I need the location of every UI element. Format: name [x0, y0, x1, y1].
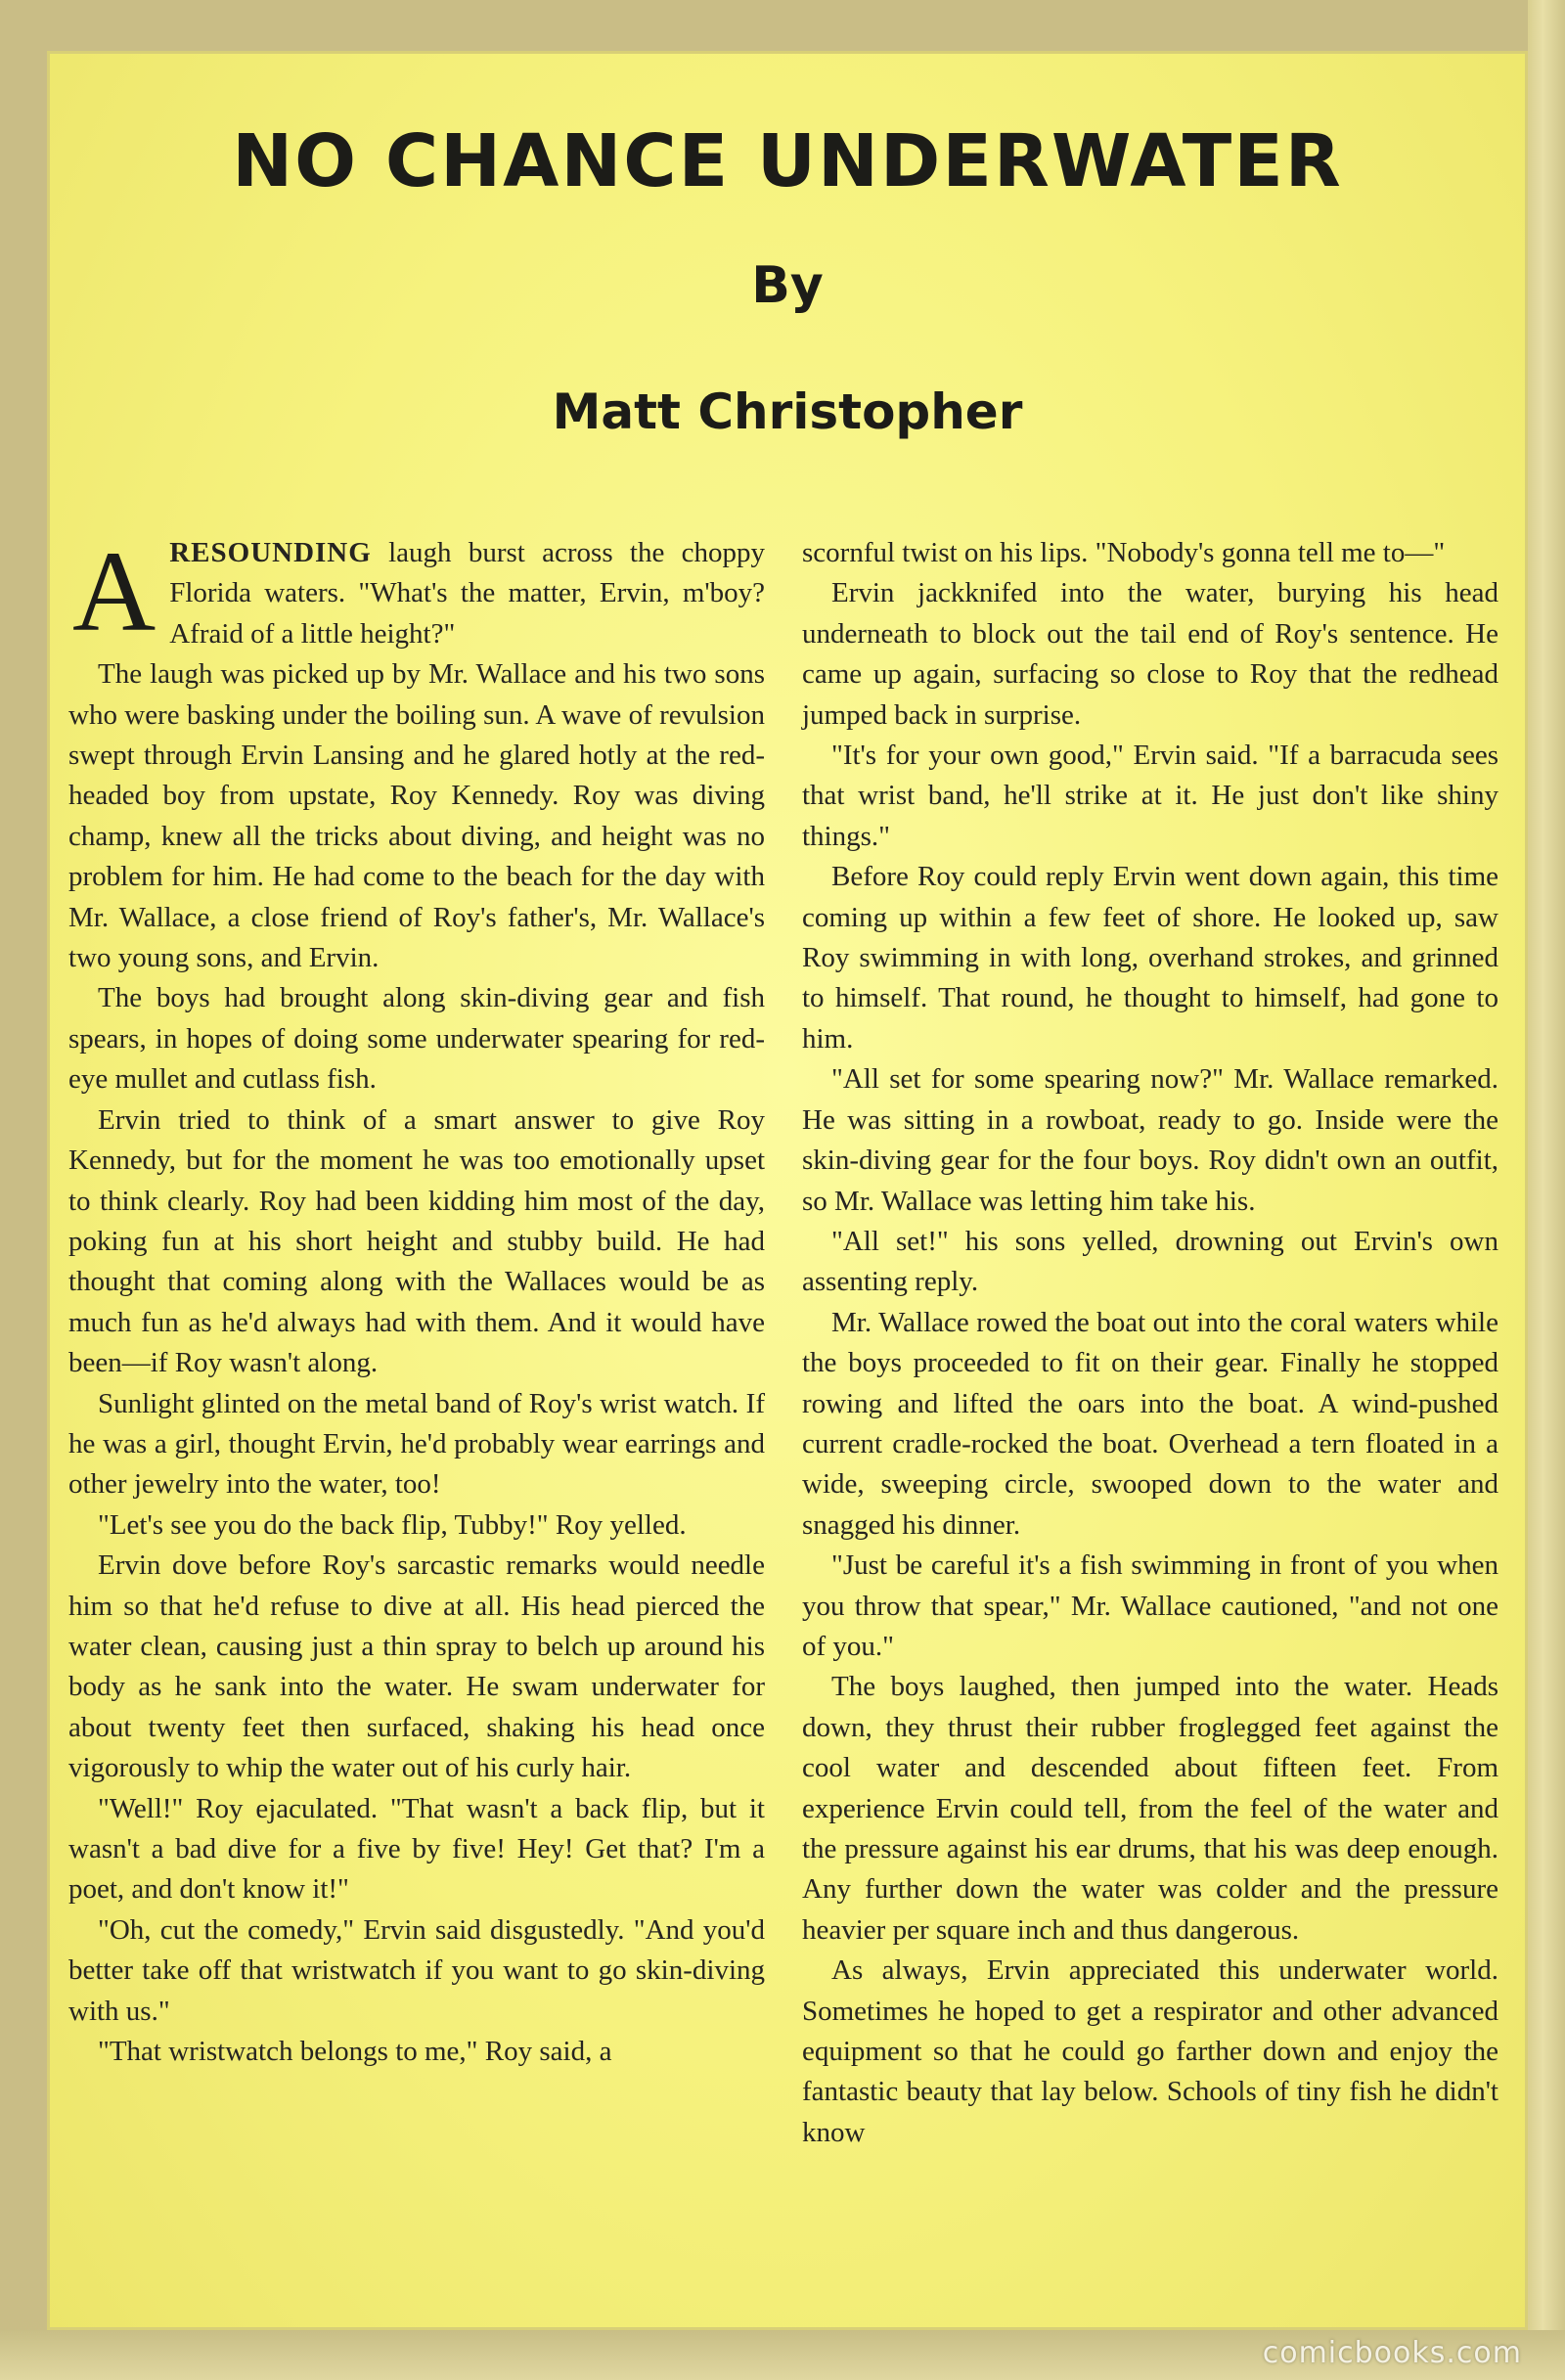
- paragraph: "Let's see you do the back flip, Tubby!" Roy yelled.: [98, 1508, 687, 1541]
- paragraph: Ervin jackknifed into the water, burying his head underneath to block out the tail end of Roy's sentence. He came up again, surfacing so close to Roy that the redhead jumped back in surprise.: [802, 577, 1498, 731]
- opening-text: laugh burst across the choppy Florida waters. "What's the matter, Ervin, m'boy? Afraid of a little height?": [169, 537, 765, 650]
- watermark: comicbooks.com: [1262, 2336, 1522, 2370]
- paragraph: The laugh was picked up by Mr. Wallace and his two sons who were basking under the boiling sun. A wave of revulsion swept through Ervin Lansing and he glared hotly at the red-headed boy from upstate, Roy Kennedy. Roy was diving champ, knew all the tricks about diving, and height was no problem for him. He had come to the beach for the day with Mr. Wallace, a close friend of Roy's father's, Mr. Wallace's two young sons, and Ervin.: [68, 658, 765, 974]
- paragraph: Sunlight glinted on the metal band of Roy's wrist watch. If he was a girl, thought Ervin, he'd probably wear earrings and other jewelry into the water, too!: [68, 1387, 765, 1501]
- paragraph: As always, Ervin appreciated this underwater world. Sometimes he hoped to get a respirator and other advanced equipment so that he could go farther down and enjoy the fantastic beauty that lay below. Schools of tiny fish he didn't know: [802, 1954, 1498, 2148]
- paragraph: Before Roy could reply Ervin went down again, this time coming up within a few feet of shore. He looked up, saw Roy swimming in with long, overhand strokes, and grinned to himself. That round, he thought to himself, had gone to him.: [802, 861, 1498, 1055]
- paragraph: Mr. Wallace rowed the boat out into the coral waters while the boys proceeded to fit on their gear. Finally he stopped rowing and lifted the oars into the boat. A wind-pushed current cradle-rocked the boat. Overhead a tern floated in a wide, sweeping circle, swooped down to the water and snagged his dinner.: [802, 1306, 1498, 1541]
- paragraph: The boys laughed, then jumped into the water. Heads down, they thrust their rubber froglegged feet against the cool water and descended about fifteen feet. From experience Ervin could tell, from the feel of the water and the pressure against his ear drums, that his was deep enough. Any further down the water was colder and the pressure heavier per square inch and thus dangerous.: [802, 1671, 1498, 1946]
- author-name: Matt Christopher: [552, 383, 1023, 440]
- left-column: [68, 527, 765, 2072]
- paragraph: "Well!" Roy ejaculated. "That wasn't a back flip, but it wasn't a bad dive for a five by five! Hey! Get that? I'm a poet, and don't know it!": [68, 1792, 765, 1906]
- opening-paragraph: [68, 527, 765, 655]
- story-page: [47, 51, 1528, 2330]
- paragraph: The boys had brought along skin-diving gear and fish spears, in hopes of doing some underwater spearing for red-eye mullet and cutlass fish.: [68, 982, 765, 1096]
- paragraph: "All set for some spearing now?" Mr. Wallace remarked. He was sitting in a rowboat, ready to go. Inside were the skin-diving gear for the four boys. Roy didn't own an outfit, so Mr. Wallace was letting him take his.: [802, 1063, 1498, 1217]
- paragraph: Ervin tried to think of a smart answer to give Roy Kennedy, but for the moment he was too emotionally upset to think clearly. Roy had been kidding him most of the day, poking fun at his short height and stubby build. He had thought that coming along with the Wallaces would be as much fun as he'd always had with them. And it would have been—if Roy wasn't along.: [68, 1103, 765, 1379]
- story-title: NO CHANCE UNDERWATER: [232, 119, 1343, 203]
- paragraph: "It's for your own good," Ervin said. "If a barracuda sees that wrist band, he'll strike at it. He just don't like shiny things.": [802, 740, 1498, 852]
- paragraph: "Oh, cut the comedy," Ervin said disgustedly. "And you'd better take off that wristwatch if you want to go skin-diving with us.": [68, 1913, 765, 2027]
- paragraph: Ervin dove before Roy's sarcastic remarks would needle him so that he'd refuse to dive at all. His head pierced the water clean, causing just a thin spray to belch up around his body as he sank into the water. He swam underwater for about twenty feet then surfaced, shaking his head once vigorously to whip the water out of his curly hair.: [68, 1549, 765, 1784]
- continued-paragraph: scornful twist on his lips. "Nobody's gonna tell me to—": [802, 537, 1446, 568]
- paragraph: "That wristwatch belongs to me," Roy said, a: [98, 2036, 612, 2068]
- byline-by: By: [751, 256, 824, 315]
- drop-cap: A: [72, 527, 156, 655]
- right-column: [802, 533, 1498, 2153]
- page-edge-right: [1528, 0, 1565, 2380]
- lead-word: RESOUNDING: [169, 537, 372, 568]
- paragraph: "All set!" his sons yelled, drowning out Ervin's own assenting reply.: [802, 1225, 1498, 1298]
- paragraph: "Just be careful it's a fish swimming in front of you when you throw that spear," Mr. Wallace cautioned, "and not one of you.": [802, 1549, 1498, 1662]
